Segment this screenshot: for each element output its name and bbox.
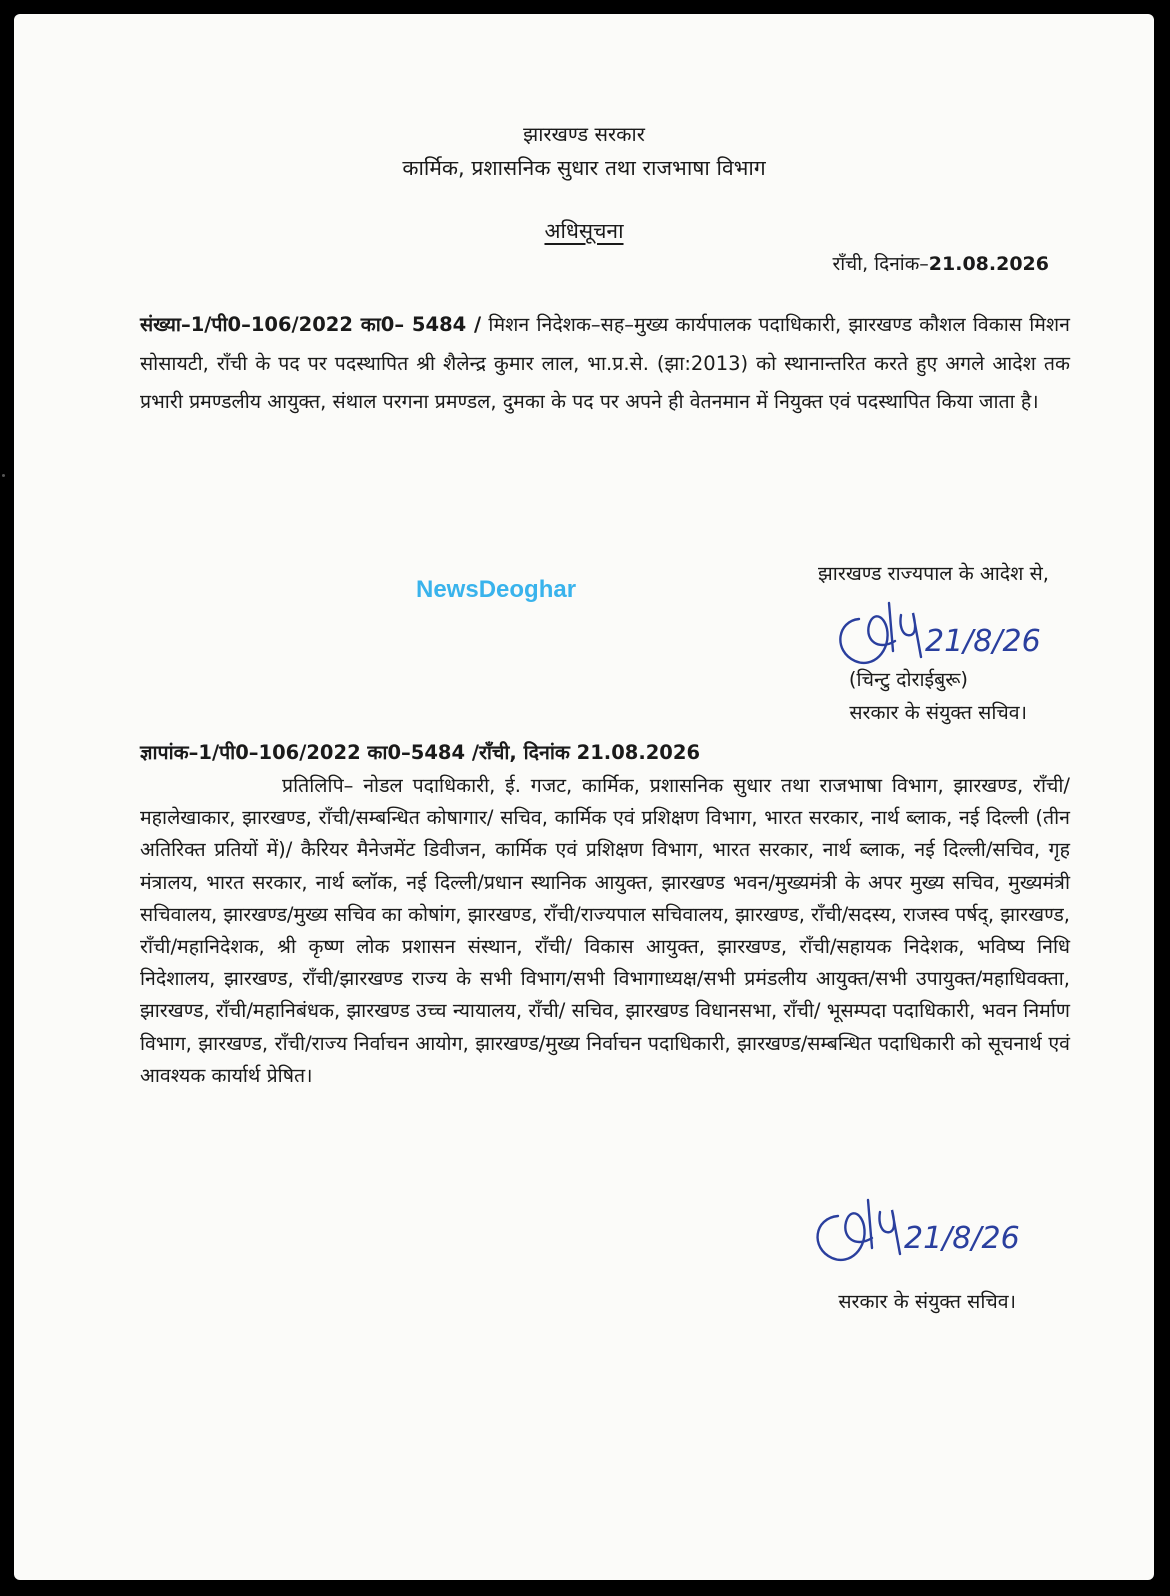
title-text: अधिसूचना bbox=[544, 219, 624, 243]
watermark-logo: NewsDeoghar bbox=[416, 576, 577, 603]
notification-body bbox=[140, 306, 1070, 422]
notification-date: 21.08.2026 bbox=[928, 253, 1049, 275]
place-date-prefix: राँची, दिनांक– bbox=[832, 253, 929, 275]
signature-1-date: 21/8/26 bbox=[925, 624, 1041, 659]
scan-speck bbox=[2, 474, 5, 477]
signatory-name: (चिन्टु दोराईबुरू) bbox=[848, 668, 968, 691]
memo-reference: ज्ञापांक–1/पी0–106/2022 का0–5484 /राँची, दिनांक 21.08.2026 bbox=[140, 741, 701, 764]
signature-2 bbox=[804, 1180, 1020, 1280]
document-title bbox=[14, 217, 1154, 245]
notification-text: मिशन निदेशक–सह–मुख्य कार्यपालक पदाधिकारी, झारखण्ड कौशल विकास मिशन सोसायटी, राँची के पद पर पदस्थापित श्री शैलेन्द्र कुमार लाल, भा.प्र.से. (झा:2013) को स्थानान्तरित करते हुए अगले आदेश तक प्रभारी प्रमण्डलीय आयुक्त, संथाल परगना प्रमण्डल, दुमका के पद पर अपने ही वेतनमान में नियुक्त एवं पदस्थापित किया जाता है। bbox=[140, 313, 1071, 413]
signature-2-date: 21/8/26 bbox=[904, 1221, 1020, 1256]
notification-reference: संख्या–1/पी0–106/2022 का0– 5484 / bbox=[140, 313, 482, 336]
place-date bbox=[832, 250, 1049, 276]
order-line: झारखण्ड राज्यपाल के आदेश से, bbox=[818, 562, 1049, 585]
memo-designation: सरकार के संयुक्त सचिव। bbox=[838, 1290, 1016, 1313]
copy-to-list: प्रतिलिपि– नोडल पदाधिकारी, ई. गजट, कार्मिक, प्रशासनिक सुधार तथा राजभाषा विभाग, झारखण्ड, राँची/महालेखाकार, झारखण्ड, राँची/सम्बन्धित कोषागार/ सचिव, कार्मिक एवं प्रशिक्षण विभाग, भारत सरकार, नार्थ ब्लाक, नई दिल्ली (तीन अतिरिक्त प्रतियों में)/ कैरियर मैनेजमेंट डिवीजन, कार्मिक एवं प्रशिक्षण विभाग, भारत सरकार, नार्थ ब्लाक, नई दिल्ली/सचिव, गृह मंत्रालय, भारत सरकार, नार्थ ब्लॉक, नई दिल्ली/प्रधान स्थानिक आयुक्त, झारखण्ड भवन/मुख्यमंत्री के अपर मुख्य सचिव, मुख्यमंत्री सचिवालय, झारखण्ड/मुख्य सचिव का कोषांग, झारखण्ड, राँची/राज्यपाल सचिवालय, झारखण्ड, राँची/सदस्य, राजस्व पर्षद्, झारखण्ड, राँची/महानिदेशक, श्री कृष्ण लोक प्रशासन संस्थान, राँची/ विकास आयुक्त, झारखण्ड, राँची/सहायक निदेशक, भविष्य निधि निदेशालय, झारखण्ड, राँची/झारखण्ड राज्य के सभी विभाग/सभी विभागाध्यक्ष/सभी प्रमंडलीय आयुक्त/सभी उपायुक्त/महाधिवक्ता, झारखण्ड, राँची/महानिबंधक, झारखण्ड उच्च न्यायालय, राँची/ सचिव, झारखण्ड विधानसभा, राँची/ भूसम्पदा पदाधिकारी, भवन निर्माण विभाग, झारखण्ड, राँची/राज्य निर्वाचन आयोग, झारखण्ड/मुख्य निर्वाचन पदाधिकारी, झारखण्ड/सम्बन्धित पदाधिकारी को सूचनार्थ एवं आवश्यक कार्यार्थ प्रेषित। bbox=[140, 774, 1070, 1087]
government-name: झारखण्ड सरकार bbox=[523, 122, 645, 146]
signatory-designation: सरकार के संयुक्त सचिव। bbox=[849, 701, 1027, 724]
document-page bbox=[14, 14, 1154, 1580]
department-name: कार्मिक, प्रशासनिक सुधार तथा राजभाषा विभाग bbox=[402, 156, 766, 180]
